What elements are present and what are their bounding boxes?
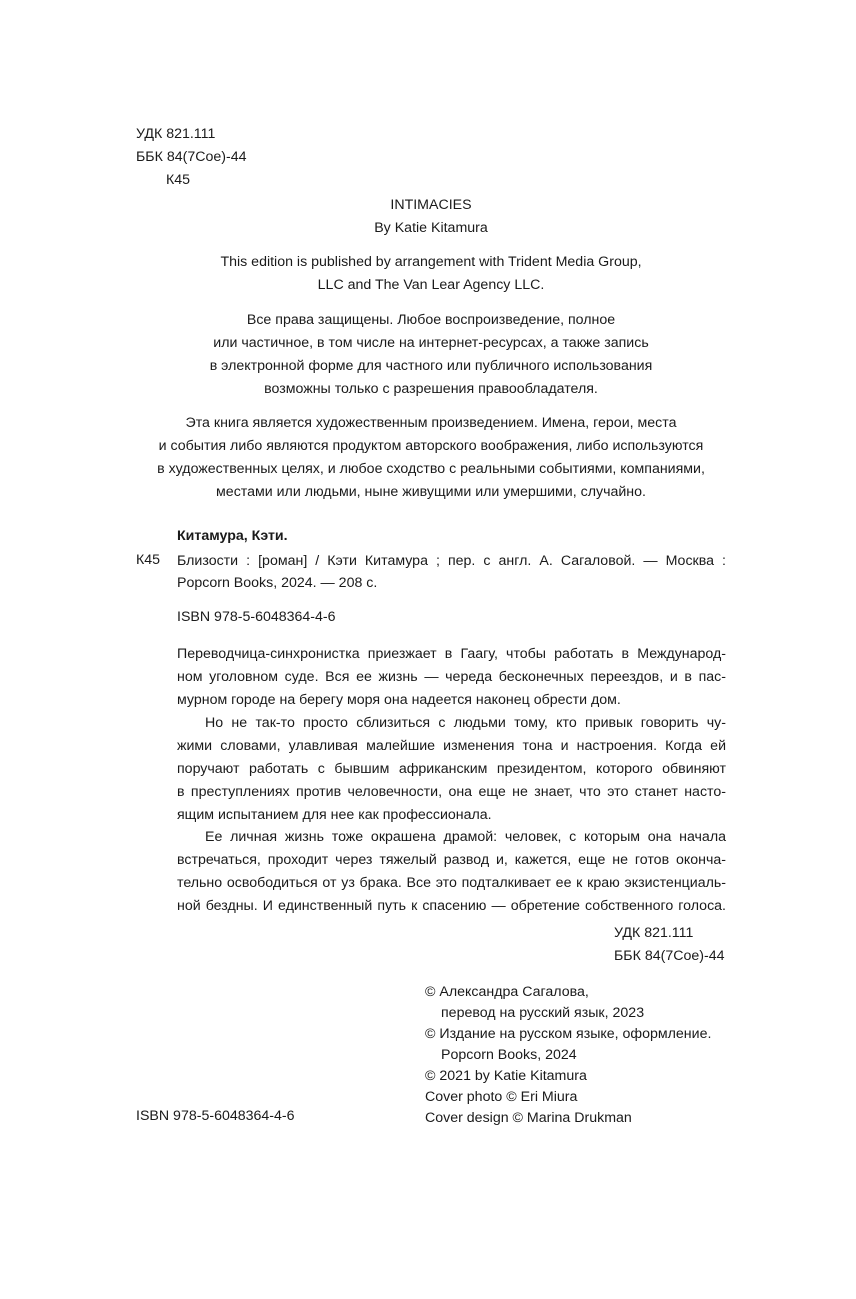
annotation-line: ном уголовном суде. Вся ее жизнь — череда бесконечных переездов, и в пас- (177, 669, 726, 685)
rights-notice (136, 309, 726, 401)
copyright-line: Cover photo © Eri Miura (425, 1089, 578, 1105)
original-title: INTIMACIES (390, 197, 472, 213)
annotation-line: Переводчица-синхронистка приезжает в Гаагу, чтобы работать в Международ- (177, 646, 726, 662)
arrangement-notice (136, 251, 726, 297)
annotation-line: мурном городе на берегу моря она надеется наконец обрести дом. (177, 692, 621, 708)
copyright-line: © 2021 by Katie Kitamura (425, 1068, 587, 1084)
fiction-notice (136, 412, 726, 504)
fiction-line: местами или людьми, ныне живущими или умершими, случайно. (216, 484, 646, 500)
bbk-code-bottom: ББК 84(7Сое)-44 (614, 948, 725, 964)
rights-line: в электронной форме для частного или публичного использования (209, 358, 653, 374)
catalog-description-line: Близости : [роман] / Кэти Китамура ; пер. с англ. А. Сагаловой. — Москва : (177, 553, 726, 569)
annotation-line: жими словами, улавливая малейшие изменения тона и настроения. Когда ей (177, 738, 726, 754)
catalog-description-line: Popcorn Books, 2024. — 208 с. (177, 575, 378, 591)
arrangement-line: LLC and The Van Lear Agency LLC. (317, 277, 545, 293)
annotation-line: Но не так-то просто сблизиться с людьми тому, кто привык говорить чу- (205, 715, 726, 731)
annotation-line: поручают работать с бывшим африканским президентом, которого обвиняют (177, 761, 726, 777)
rights-line: возможны только с разрешения правообладателя. (264, 381, 598, 397)
copyright-line: перевод на русский язык, 2023 (441, 1005, 645, 1021)
annotation-line: Ее личная жизнь тоже окрашена драмой: человек, с которым она начала (205, 829, 726, 845)
annotation-line: ной бездны. И единственный путь к спасению — обретение собственного голоса. (177, 898, 726, 914)
rights-line: или частичное, в том числе на интернет-ресурсах, а также запись (213, 335, 649, 351)
copyright-block (425, 982, 711, 1129)
annotation-line: в преступлениях против человечности, она еще не знает, что это станет насто- (177, 784, 726, 800)
copyright-line: Popcorn Books, 2024 (441, 1047, 577, 1063)
annotation-line: тельно освободиться от уз брака. Все это подталкивает ее к краю экзистенциаль- (177, 875, 726, 891)
fiction-line: и события либо являются продуктом авторского воображения, либо используются (158, 438, 704, 454)
copyright-line: © Александра Сагалова, (425, 984, 589, 1000)
arrangement-line: This edition is published by arrangement with Trident Media Group, (220, 254, 642, 270)
fiction-line: в художественных целях, и любое сходство с реальными событиями, компаниями, (157, 461, 705, 477)
catalog-isbn: ISBN 978-5-6048364-4-6 (177, 609, 336, 625)
annotation-line: ящим испытанием для нее как профессионала. (177, 807, 492, 823)
catalog-author-heading: Китамура, Кэти. (177, 528, 288, 544)
copyright-line: Cover design © Marina Drukman (425, 1110, 632, 1126)
original-title-block (136, 194, 726, 240)
author-mark-top: К45 (166, 172, 191, 188)
annotation-line: встречаться, проходит через тяжелый развод и, кажется, еще не готов оконча- (177, 852, 726, 868)
fiction-line: Эта книга является художественным произведением. Имена, герои, места (185, 415, 677, 431)
isbn-bottom: ISBN 978-5-6048364-4-6 (136, 1108, 295, 1124)
udk-code-bottom: УДК 821.111 (614, 925, 694, 941)
rights-line: Все права защищены. Любое воспроизведение, полное (246, 312, 616, 328)
bbk-code-top: ББК 84(7Сое)-44 (136, 149, 247, 165)
original-byline: By Katie Kitamura (374, 220, 488, 236)
copyright-line: © Издание на русском языке, оформление. (425, 1026, 712, 1042)
catalog-author-mark: К45 (136, 552, 161, 568)
udk-code-top: УДК 821.111 (136, 126, 216, 142)
